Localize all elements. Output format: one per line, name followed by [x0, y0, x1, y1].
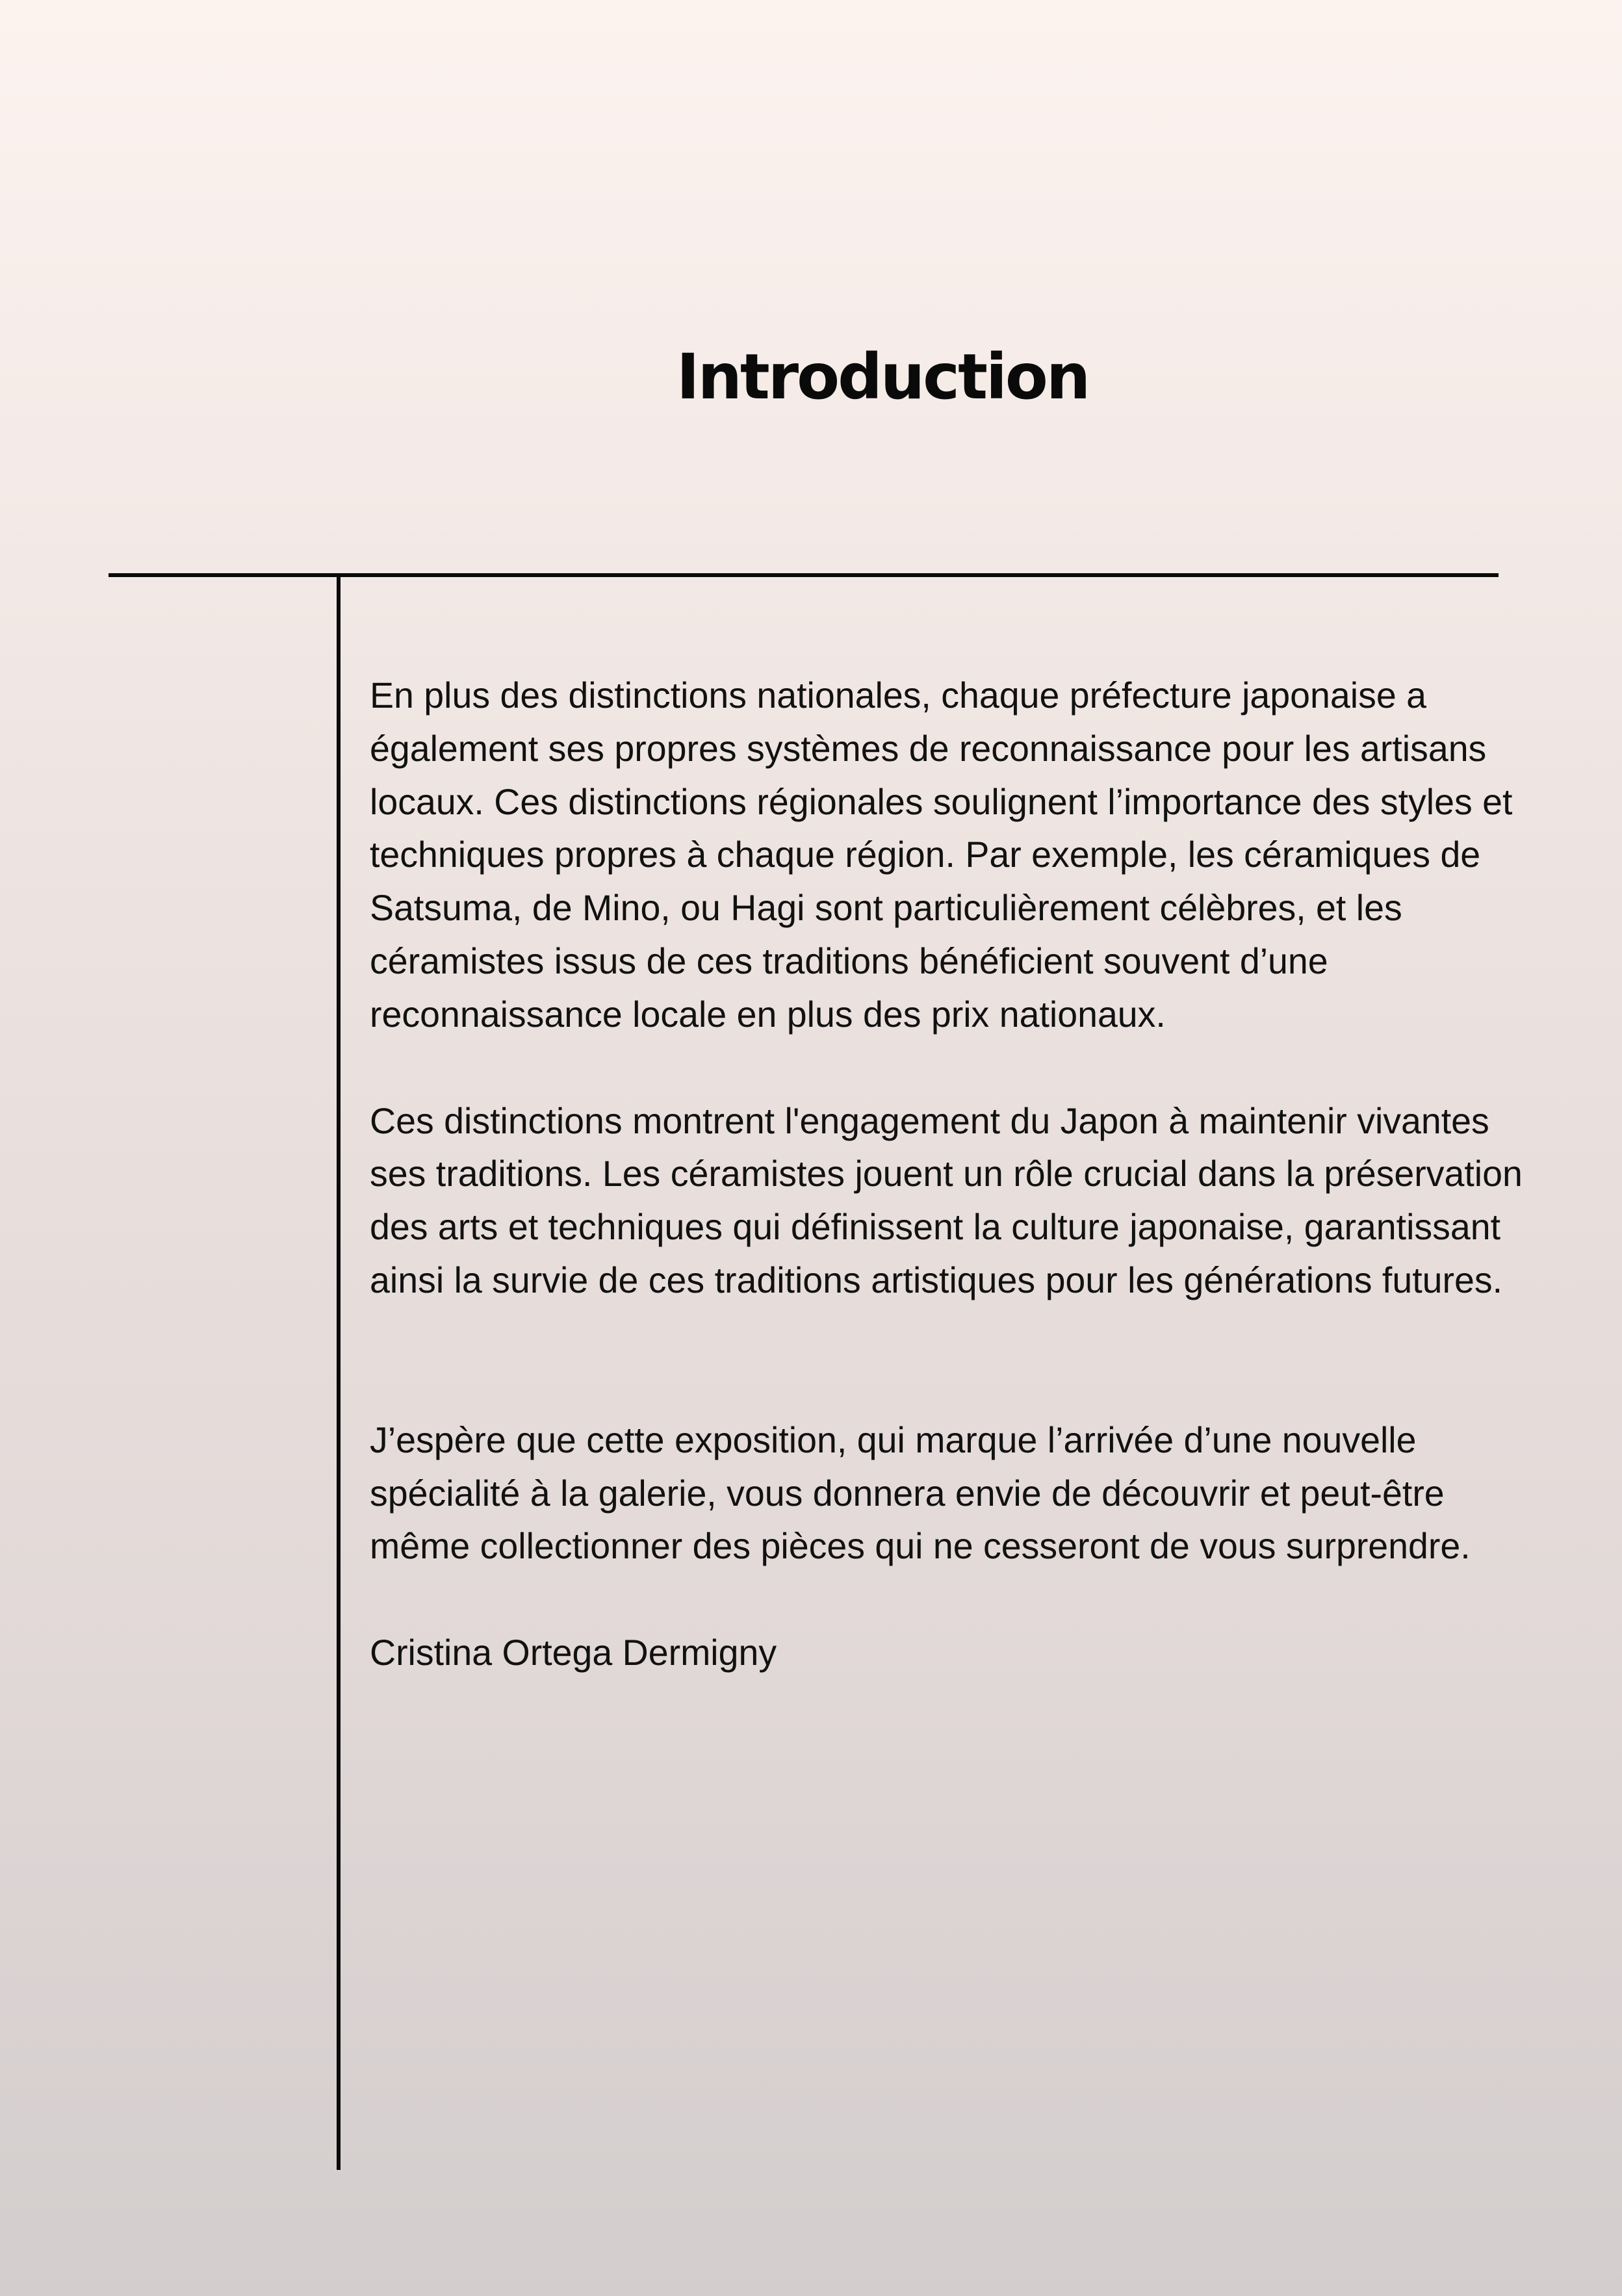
vertical-rule: [337, 573, 341, 2170]
paragraph-regional-distinctions: En plus des distinctions nationales, chaque préfecture japonaise a également ses propres systèmes de reconnaissance pour les artisans locaux. Ces distinctions régionales soulignent l’importance des styles et techniques propres à chaque région. Par exemple, les céramiques de Satsuma, de Mino, ou Hagi sont particulièrement célèbres, et les céramistes issus de ces traditions bénéficient souvent d’une reconnaissance locale en plus des prix nationaux.: [370, 675, 1513, 1035]
body-text: [370, 669, 1552, 1680]
paragraph-traditions: Ces distinctions montrent l'engagement du Japon à maintenir vivantes ses traditions. Les céramistes jouent un rôle crucial dans la préservation des arts et techniques qui définissent la culture japonaise, garantissant ainsi la survie de ces traditions artistiques pour les générations futures.: [370, 1100, 1523, 1300]
paragraph-exhibition: J’espère que cette exposition, qui marque l’arrivée d’une nouvelle spécialité à la galerie, vous donnera envie de découvrir et peut-être même collectionner des pièces qui ne cesseront de vous surprendre.: [370, 1419, 1471, 1567]
horizontal-rule: [109, 573, 1499, 577]
page-title: Introduction: [676, 341, 1089, 413]
signature: Cristina Ortega Dermigny: [370, 1632, 777, 1673]
